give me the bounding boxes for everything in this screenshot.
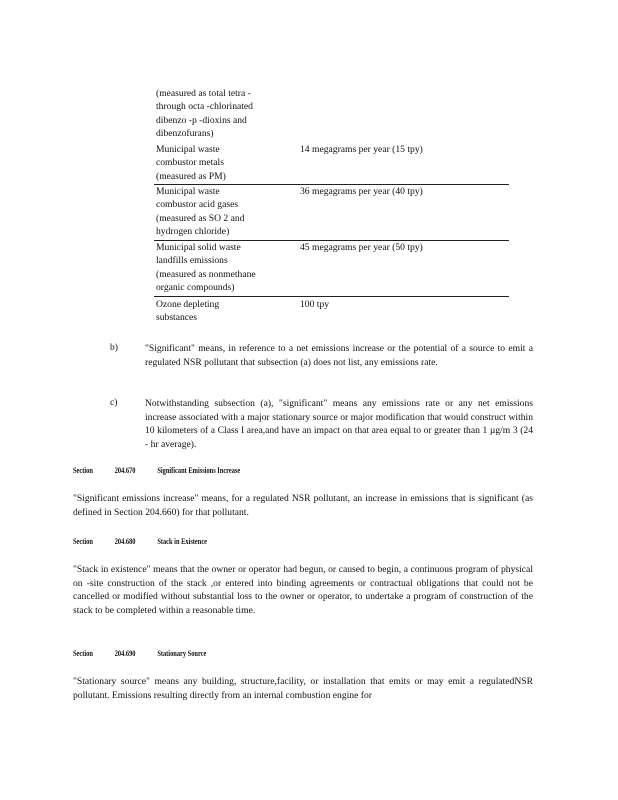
item-text-b: "Significant" means, in reference to a net emissions increase or the potential of a source to emit a regulated NSR pollutant that subsection (a) does not list, any emissions rate.: [145, 343, 533, 368]
section-text-204-690: "Stationary source" means any building, structure,facility, or installation that emits or may emit a regulatedNSR pollutant. Emissions resulting directly from an internal combustion engine for: [73, 676, 533, 701]
table-row-divider: [154, 296, 509, 297]
table-cell-pollutant: Municipal solid waste landfills emissions (measured as nonmethane organic compounds): [156, 242, 256, 294]
table-cell-pollutant: Municipal waste combustor acid gases (measured as SO 2 and hydrogen chloride): [156, 186, 245, 238]
section-heading-204-680: [73, 537, 229, 546]
section-number: 204.670: [114, 466, 136, 475]
table-cell-pollutant: Ozone depleting substances: [156, 299, 220, 324]
section-word: Section: [73, 649, 93, 658]
table-cell-rate: 36 megagrams per year (40 tpy): [300, 186, 423, 197]
section-heading-204-690: [73, 649, 228, 658]
table-cell-pollutant: Municipal waste combustor metals (measured as PM): [156, 144, 226, 182]
table-cell-rate: 100 tpy: [300, 299, 330, 310]
item-text-c: Notwithstanding subsection (a), "significant" means any emissions rate or any net emissions increase associated with a major stationary source or major modification that would construct within 10 kilometers of a Class I area,and have an impact on that area equal to or greater than 1 µg/m 3 (24 - hr average).: [145, 398, 533, 450]
item-label-b: b): [110, 342, 118, 353]
table-cell-pollutant: (measured as total tetra - through octa -chlorinated dibenzo -p -dioxins and dibenzofurans): [156, 88, 253, 140]
section-number: 204.680: [114, 537, 136, 546]
section-text-204-670: "Significant emissions increase" means, for a regulated NSR pollutant, an increase in emissions that is significant (as defined in Section 204.660) for that pollutant.: [73, 493, 533, 518]
section-heading-204-670: [73, 466, 262, 475]
section-text-204-680: "Stack in existence" means that the owner or operator had begun, or caused to begin, a continuous program of physical on -site construction of the stack ,or entered into binding agreements or contractual obligations that could not be cancelled or modified without substantial loss to the owner or operator, to undertake a program of construction of the stack to be completed within a reasonable time.: [73, 564, 533, 616]
table-cell-rate: 45 megagrams per year (50 tpy): [300, 242, 423, 253]
section-title: Stack in Existence: [157, 537, 207, 546]
section-number: 204.690: [114, 649, 136, 658]
section-title: Significant Emissions Increase: [157, 466, 241, 475]
section-title: Stationary Source: [157, 649, 207, 658]
item-label-c: c): [110, 397, 118, 408]
section-word: Section: [73, 537, 93, 546]
table-cell-rate: 14 megagrams per year (15 tpy): [300, 144, 423, 155]
section-word: Section: [73, 466, 93, 475]
